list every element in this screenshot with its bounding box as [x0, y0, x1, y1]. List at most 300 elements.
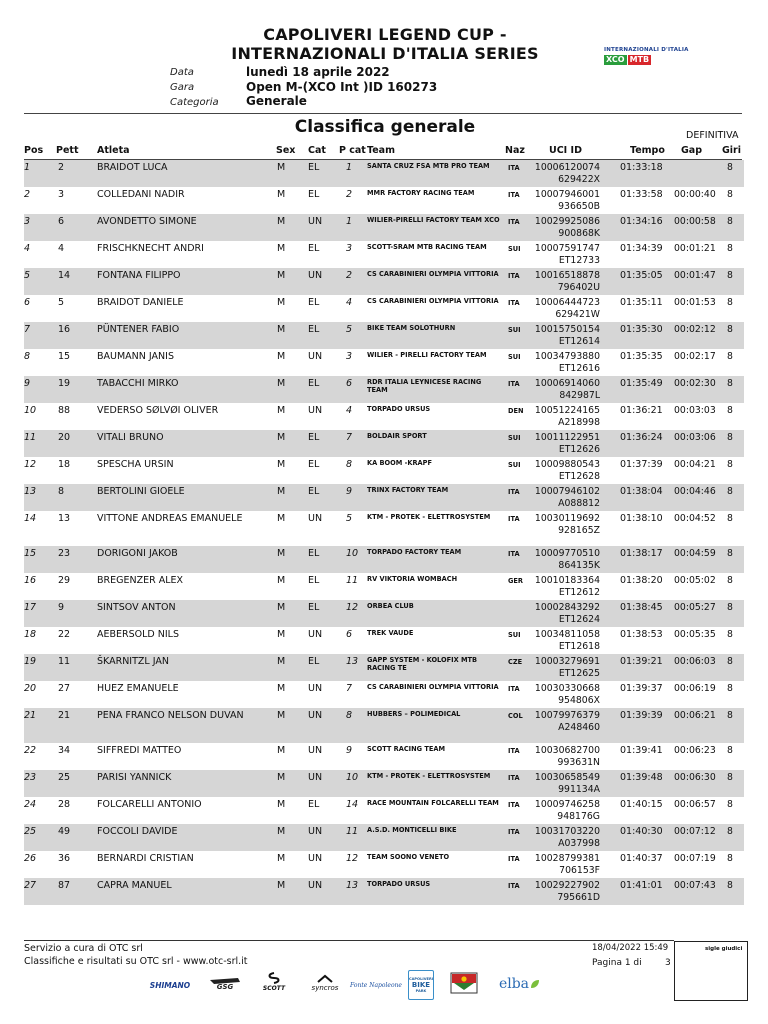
row-bib: 6: [58, 216, 65, 227]
result-row: [24, 851, 744, 878]
row-nation: DEN: [508, 407, 524, 415]
row-bib: 34: [58, 745, 71, 756]
elba-crest-emblem: [450, 972, 478, 994]
footer-printed-date: 18/04/2022 15:49: [592, 943, 669, 953]
row-gap: 00:03:06: [674, 432, 716, 443]
shimano-logo: [146, 978, 194, 992]
row-uci-id-line2: 864135K: [558, 559, 600, 571]
row-athlete: SINTSOV ANTON: [97, 602, 176, 613]
row-uci-id: [532, 405, 600, 428]
row-position: 26: [24, 853, 37, 864]
row-laps: 8: [727, 799, 733, 810]
row-position: 24: [24, 799, 37, 810]
row-bib: 20: [58, 432, 71, 443]
col-pett: Pett: [56, 145, 79, 156]
row-gap: 00:01:47: [674, 270, 716, 281]
row-category: EL: [308, 602, 320, 613]
row-bib: 21: [58, 710, 71, 721]
row-laps: 8: [727, 772, 733, 783]
gara-value: Open M-(XCO Int )ID 160273: [246, 80, 438, 94]
row-uci-id: [532, 513, 600, 536]
row-uci-id-line1: 10079976379: [534, 710, 600, 721]
row-uci-id-line2: 928165Z: [558, 524, 600, 536]
row-category-position: 9: [346, 486, 353, 497]
row-athlete: BAUMANN JANIS: [97, 351, 174, 362]
row-gap: 00:06:23: [674, 745, 716, 756]
row-uci-id-line2: 954806X: [558, 694, 600, 706]
row-uci-id-line1: 10006120074: [534, 162, 600, 173]
row-gap: 00:07:12: [674, 826, 716, 837]
result-row: [24, 627, 744, 654]
row-uci-id-line1: 10009880543: [534, 459, 600, 470]
row-time: 01:34:39: [620, 243, 663, 254]
row-time: 01:38:20: [620, 575, 663, 586]
fonte-napoleone-logo-text: Fonte Napoleone: [350, 981, 402, 989]
row-category: UN: [308, 683, 323, 694]
row-athlete: VEDERSO SØLVØI OLIVER: [97, 405, 219, 416]
row-laps: 8: [727, 826, 733, 837]
row-time: 01:37:39: [620, 459, 663, 470]
row-time: 01:40:37: [620, 853, 663, 864]
row-uci-id-line2: ET12614: [558, 335, 600, 347]
row-uci-id-line1: 10030119692: [534, 513, 600, 524]
row-nation: ITA: [508, 747, 520, 755]
row-category-position: 1: [346, 216, 353, 227]
row-uci-id: [532, 799, 600, 822]
row-uci-id: [532, 432, 600, 455]
row-uci-id-line1: 10051224165: [534, 405, 600, 416]
row-nation: SUI: [508, 326, 521, 334]
scott-logo: [258, 972, 290, 994]
row-gap: 00:01:21: [674, 243, 716, 254]
row-nation: GER: [508, 577, 523, 585]
row-nation: ITA: [508, 685, 520, 693]
row-uci-id-line2: ET12625: [558, 667, 600, 679]
row-uci-id-line1: 10030658549: [534, 772, 600, 783]
row-sex: M: [277, 710, 286, 721]
row-sex: M: [277, 745, 286, 756]
capoliveri-bike-park-logo: [408, 970, 434, 1000]
row-athlete: FOCCOLI DAVIDE: [97, 826, 178, 837]
row-category: EL: [308, 799, 320, 810]
row-laps: 8: [727, 378, 733, 389]
result-row: [24, 770, 744, 797]
capoliveri-logo-line1: CAPOLIVERI: [408, 977, 434, 981]
row-bib: 15: [58, 351, 71, 362]
row-position: 14: [24, 513, 37, 524]
row-uci-id-line1: 10029925086: [534, 216, 600, 227]
row-position: 20: [24, 683, 37, 694]
row-sex: M: [277, 189, 286, 200]
series-logo-xco: XCO: [606, 55, 625, 64]
row-position: 16: [24, 575, 37, 586]
row-bib: 4: [58, 243, 65, 254]
row-athlete: FOLCARELLI ANTONIO: [97, 799, 202, 810]
row-sex: M: [277, 270, 286, 281]
row-laps: 8: [727, 513, 733, 524]
result-row: [24, 160, 744, 187]
row-category-position: 2: [346, 189, 353, 200]
row-bib: 27: [58, 683, 71, 694]
row-uci-id-line2: A037998: [558, 837, 600, 849]
row-sex: M: [277, 826, 286, 837]
row-time: 01:33:58: [620, 189, 663, 200]
gsg-logo-text: GSG: [216, 983, 234, 991]
row-sex: M: [277, 216, 286, 227]
row-uci-id-line2: ET12612: [558, 586, 600, 598]
categoria-label: Categoria: [170, 97, 219, 108]
row-time: 01:41:01: [620, 880, 663, 891]
row-gap: 00:06:57: [674, 799, 716, 810]
row-category-position: 8: [346, 710, 353, 721]
row-category-position: 9: [346, 745, 353, 756]
row-uci-id: [532, 853, 600, 876]
row-uci-id-line1: 10007591747: [534, 243, 600, 254]
row-team: TORPADO URSUS: [367, 405, 431, 413]
row-athlete: ŠKARNITZL JAN: [97, 656, 169, 667]
row-category-position: 10: [346, 772, 359, 783]
col-atleta: Atleta: [97, 145, 130, 156]
row-gap: 00:06:19: [674, 683, 716, 694]
row-uci-id-line1: 10034811058: [534, 629, 600, 640]
result-row: [24, 403, 744, 430]
scott-emblem: [266, 972, 282, 984]
row-athlete: BERTOLINI GIOELE: [97, 486, 185, 497]
col-cat: Cat: [308, 145, 326, 156]
row-laps: 8: [727, 683, 733, 694]
row-athlete: CAPRA MANUEL: [97, 880, 172, 891]
row-sex: M: [277, 351, 286, 362]
row-uci-id: [532, 710, 600, 733]
row-time: 01:38:17: [620, 548, 663, 559]
row-position: 22: [24, 745, 37, 756]
row-sex: M: [277, 459, 286, 470]
row-nation: ITA: [508, 380, 520, 388]
row-uci-id-line2: ET12626: [558, 443, 600, 455]
row-uci-id-line1: 10003279691: [534, 656, 600, 667]
row-category: EL: [308, 243, 320, 254]
row-category: EL: [308, 656, 320, 667]
row-uci-id: [532, 745, 600, 768]
judges-signature-box: [674, 941, 748, 1001]
row-team: KTM - PROTEK - ELETTROSYSTEM: [367, 772, 491, 780]
row-laps: 8: [727, 405, 733, 416]
row-uci-id: [532, 243, 600, 266]
header-divider: [24, 113, 742, 114]
row-team: WILIER-PIRELLI FACTORY TEAM XCO: [367, 216, 500, 224]
row-category-position: 10: [346, 548, 359, 559]
result-row: [24, 484, 744, 511]
row-category-position: 13: [346, 656, 359, 667]
row-team: CS CARABINIERI OLYMPIA VITTORIA: [367, 270, 499, 278]
row-time: 01:38:04: [620, 486, 663, 497]
row-nation: SUI: [508, 353, 521, 361]
row-nation: CZE: [508, 658, 523, 666]
row-category: UN: [308, 745, 323, 756]
row-bib: 8: [58, 486, 65, 497]
row-team: GAPP SYSTEM - KOLOFIX MTB RACING TE: [367, 656, 478, 672]
row-category: EL: [308, 162, 320, 173]
row-category: UN: [308, 513, 323, 524]
row-uci-id-line2: A218998: [558, 416, 600, 428]
event-title-line2: INTERNAZIONALI D'ITALIA SERIES: [231, 44, 539, 63]
row-uci-id-line1: 10034793880: [534, 351, 600, 362]
row-time: 01:35:49: [620, 378, 663, 389]
row-category: EL: [308, 548, 320, 559]
row-uci-id: [532, 548, 600, 571]
row-team: TEAM SOONO VENETO: [367, 853, 450, 861]
row-team: TORPADO FACTORY TEAM: [367, 548, 462, 556]
row-uci-id: [532, 880, 600, 903]
row-nation: SUI: [508, 434, 521, 442]
row-time: 01:35:35: [620, 351, 663, 362]
row-athlete: BRAIDOT DANIELE: [97, 297, 184, 308]
row-position: 12: [24, 459, 37, 470]
row-uci-id: [532, 602, 600, 625]
row-gap: 00:00:58: [674, 216, 716, 227]
result-row: [24, 187, 744, 214]
row-position: 15: [24, 548, 37, 559]
row-category: UN: [308, 880, 323, 891]
row-position: 1: [24, 162, 31, 173]
categoria-value: Generale: [246, 94, 307, 108]
row-sex: M: [277, 324, 286, 335]
row-laps: 8: [727, 486, 733, 497]
row-nation: ITA: [508, 218, 520, 226]
row-laps: 8: [727, 602, 733, 613]
row-gap: 00:04:52: [674, 513, 716, 524]
row-category-position: 3: [346, 351, 353, 362]
row-time: 01:35:30: [620, 324, 663, 335]
row-sex: M: [277, 853, 286, 864]
row-uci-id: [532, 772, 600, 795]
result-row: [24, 681, 744, 708]
row-position: 8: [24, 351, 31, 362]
col-giri: Giri: [722, 145, 741, 156]
result-row: [24, 600, 744, 627]
result-row: [24, 654, 744, 681]
row-sex: M: [277, 432, 286, 443]
col-pos: Pos: [24, 145, 44, 156]
row-position: 3: [24, 216, 31, 227]
row-position: 13: [24, 486, 37, 497]
row-uci-id-line1: 10010183364: [534, 575, 600, 586]
leaf-icon: [529, 978, 541, 990]
row-uci-id-line2: 948176G: [557, 810, 600, 822]
row-nation: ITA: [508, 774, 520, 782]
row-athlete: HUEZ EMANUELE: [97, 683, 179, 694]
row-position: 19: [24, 656, 37, 667]
row-category-position: 6: [346, 629, 353, 640]
row-athlete: FRISCHKNECHT ANDRI: [97, 243, 204, 254]
capoliveri-logo-line3: PARK: [415, 989, 427, 993]
row-team: ORBEA CLUB: [367, 602, 414, 610]
row-laps: 8: [727, 189, 733, 200]
row-bib: 16: [58, 324, 71, 335]
row-position: 5: [24, 270, 31, 281]
row-uci-id-line1: 10006914060: [534, 378, 600, 389]
row-laps: 8: [727, 548, 733, 559]
gara-label: Gara: [170, 82, 195, 93]
data-label: Data: [170, 67, 194, 78]
col-uci: UCI ID: [549, 145, 582, 156]
row-bib: 36: [58, 853, 71, 864]
row-category-position: 3: [346, 243, 353, 254]
result-row: [24, 376, 744, 403]
result-row: [24, 295, 744, 322]
row-category-position: 11: [346, 575, 359, 586]
row-sex: M: [277, 629, 286, 640]
result-row: [24, 743, 744, 770]
row-nation: ITA: [508, 488, 520, 496]
row-uci-id-line1: 10006444723: [534, 297, 600, 308]
row-nation: COL: [508, 712, 523, 720]
row-time: 01:38:53: [620, 629, 663, 640]
footer-results-link[interactable]: Classifiche e risultati su OTC srl - www.otc-srl.it: [24, 956, 248, 967]
row-uci-id-line2: 900868K: [558, 227, 600, 239]
row-bib: 22: [58, 629, 71, 640]
row-category: UN: [308, 216, 323, 227]
row-bib: 29: [58, 575, 71, 586]
result-row: [24, 511, 744, 546]
row-position: 21: [24, 710, 37, 721]
syncros-emblem: [316, 974, 334, 984]
row-position: 17: [24, 602, 37, 613]
row-team: RV VIKTORIA WOMBACH: [367, 575, 458, 583]
row-bib: 28: [58, 799, 71, 810]
row-uci-id: [532, 459, 600, 482]
row-athlete: TABACCHI MIRKO: [97, 378, 179, 389]
row-uci-id-line1: 10031703220: [534, 826, 600, 837]
row-nation: ITA: [508, 801, 520, 809]
row-category: EL: [308, 575, 320, 586]
row-laps: 8: [727, 745, 733, 756]
row-laps: 8: [727, 162, 733, 173]
row-team: HUBBERS – POLIMEDICAL: [367, 710, 461, 718]
row-gap: 00:06:03: [674, 656, 716, 667]
row-position: 23: [24, 772, 37, 783]
row-gap: 00:01:53: [674, 297, 716, 308]
row-sex: M: [277, 243, 286, 254]
row-uci-id: [532, 486, 600, 509]
row-team: SCOTT-SRAM MTB RACING TEAM: [367, 243, 487, 251]
row-uci-id-line2: ET12733: [558, 254, 600, 266]
row-time: 01:33:18: [620, 162, 663, 173]
row-time: 01:38:45: [620, 602, 663, 613]
row-uci-id-line1: 10030682700: [534, 745, 600, 756]
row-uci-id-line1: 10007946102: [534, 486, 600, 497]
row-category-position: 4: [346, 297, 353, 308]
row-uci-id-line1: 10007946001: [534, 189, 600, 200]
series-logo: [604, 47, 692, 71]
row-uci-id: [532, 270, 600, 293]
row-laps: 8: [727, 297, 733, 308]
row-team: SCOTT RACING TEAM: [367, 745, 446, 753]
row-uci-id-line2: 842987L: [559, 389, 600, 401]
row-uci-id-line2: 629421W: [555, 308, 600, 320]
row-uci-id: [532, 575, 600, 598]
row-sex: M: [277, 297, 286, 308]
row-position: 2: [24, 189, 31, 200]
row-laps: 8: [727, 575, 733, 586]
row-time: 01:40:15: [620, 799, 663, 810]
row-team: BOLDAIR SPORT: [367, 432, 427, 440]
row-category-position: 14: [346, 799, 359, 810]
row-athlete: FONTANA FILIPPO: [97, 270, 181, 281]
row-uci-id: [532, 189, 600, 212]
row-bib: 19: [58, 378, 71, 389]
elba-logo: [494, 974, 546, 994]
row-athlete: PARISI YANNICK: [97, 772, 172, 783]
result-row: [24, 878, 744, 905]
col-naz: Naz: [505, 145, 525, 156]
row-athlete: VITALI BRUNO: [97, 432, 164, 443]
row-position: 11: [24, 432, 37, 443]
result-row: [24, 797, 744, 824]
row-sex: M: [277, 513, 286, 524]
row-time: 01:39:21: [620, 656, 663, 667]
row-nation: ITA: [508, 164, 520, 172]
row-sex: M: [277, 799, 286, 810]
row-bib: 14: [58, 270, 71, 281]
row-laps: 8: [727, 710, 733, 721]
row-team: A.S.D. MONTICELLI BIKE: [367, 826, 457, 834]
row-time: 01:36:24: [620, 432, 663, 443]
elba-logo-text: elba: [498, 976, 530, 992]
row-laps: 8: [727, 270, 733, 281]
row-position: 9: [24, 378, 31, 389]
row-category-position: 12: [346, 602, 359, 613]
row-sex: M: [277, 683, 286, 694]
row-category: EL: [308, 189, 320, 200]
row-category-position: 13: [346, 880, 359, 891]
row-athlete: BERNARDI CRISTIAN: [97, 853, 194, 864]
row-uci-id: [532, 351, 600, 374]
shimano-logo-text: SHIMANO: [149, 980, 191, 990]
row-uci-id-line2: ET12618: [558, 640, 600, 652]
row-bib: 87: [58, 880, 71, 891]
row-bib: 25: [58, 772, 71, 783]
row-athlete: BREGENZER ALEX: [97, 575, 184, 586]
row-uci-id-line1: 10009746258: [534, 799, 600, 810]
row-team: BIKE TEAM SOLOTHURN: [367, 324, 456, 332]
row-team: TRINX FACTORY TEAM: [367, 486, 449, 494]
row-sex: M: [277, 486, 286, 497]
row-nation: ITA: [508, 299, 520, 307]
row-athlete: COLLEDANI NADIR: [97, 189, 185, 200]
row-position: 7: [24, 324, 31, 335]
row-gap: 00:07:19: [674, 853, 716, 864]
row-laps: 8: [727, 853, 733, 864]
row-uci-id-line2: A248460: [558, 721, 600, 733]
syncros-logo-text: syncros: [311, 984, 339, 992]
status-label: DEFINITIVA: [686, 130, 739, 141]
row-bib: 18: [58, 459, 71, 470]
row-sex: M: [277, 378, 286, 389]
row-uci-id-line1: 10028799381: [534, 853, 600, 864]
row-category-position: 2: [346, 270, 353, 281]
row-uci-id: [532, 656, 600, 679]
row-gap: 00:05:27: [674, 602, 716, 613]
row-category: EL: [308, 486, 320, 497]
row-nation: ITA: [508, 550, 520, 558]
row-position: 18: [24, 629, 37, 640]
row-category-position: 5: [346, 513, 353, 524]
row-team: RDR ITALIA LEYNICESE RACING TEAM: [367, 378, 482, 394]
row-category-position: 5: [346, 324, 353, 335]
data-value: lunedì 18 aprile 2022: [246, 65, 390, 79]
row-gap: 00:06:21: [674, 710, 716, 721]
